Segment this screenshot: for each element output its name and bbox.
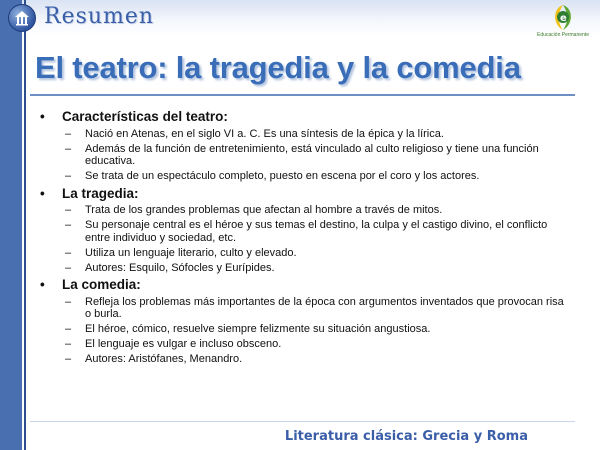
dash-icon: – <box>65 170 72 182</box>
dash-icon: – <box>65 353 72 365</box>
bullet-icon: • <box>40 185 45 201</box>
left-rail-divider <box>24 0 26 450</box>
education-logo-icon <box>532 2 594 36</box>
section-heading: • Características del teatro: <box>40 109 228 124</box>
list-item: – Además de la función de entretenimiento, está vinculado al culto religioso y tiene una función educativa. <box>65 142 539 167</box>
list-item: – Nació en Atenas, en el siglo VI a. C. Es una síntesis de la épica y la lírica. <box>65 127 444 140</box>
slide-title: El teatro: la tragedia y la comedia <box>35 50 521 85</box>
list-item: – Refleja los problemas más importantes de la época con argumentos inventados que provocan risa o burla. <box>65 295 564 320</box>
dash-icon: – <box>65 295 72 308</box>
education-logo-text: Educación Permanente <box>537 32 589 38</box>
course-title: Literatura clásica: Grecia y Roma <box>284 429 528 444</box>
list-item: – Autores: Aristófanes, Menandro. <box>65 353 243 365</box>
dash-icon: – <box>65 338 72 350</box>
dash-icon: – <box>65 219 72 231</box>
footer-divider <box>30 421 575 422</box>
bullet-icon: • <box>40 277 45 292</box>
list-item: – Utiliza un lenguaje literario, culto y elevado. <box>65 246 297 259</box>
home-icon[interactable] <box>8 4 36 32</box>
list-item: – Trata de los grandes problemas que afectan al hombre a través de mitos. <box>65 204 443 216</box>
dash-icon: – <box>65 204 72 216</box>
slide-content <box>40 106 570 366</box>
list-item: – Se trata de un espectáculo completo, puesto en escena por el coro y los actores. <box>65 170 480 182</box>
section-heading: • La tragedia: <box>40 185 139 201</box>
list-item: – El lenguaje es vulgar e incluso obsceno. <box>65 338 282 350</box>
section-tragedia <box>40 186 570 275</box>
bullet-icon: • <box>40 109 45 124</box>
title-divider <box>30 94 575 96</box>
left-rail <box>0 0 22 450</box>
section-comedia <box>40 277 570 366</box>
section-heading: • La comedia: <box>40 277 141 292</box>
dash-icon: – <box>65 323 72 335</box>
dash-icon: – <box>65 261 72 274</box>
list-item: – Su personaje central es el héroe y sus temas el destino, la culpa y el castigo divino, el conflicto entre individuo y sociedad, etc. <box>65 219 548 244</box>
dash-icon: – <box>65 246 72 259</box>
svg-text:e: e <box>560 13 567 24</box>
dash-icon: – <box>65 127 72 140</box>
section-caracteristicas <box>40 109 570 183</box>
list-item: – Autores: Esquilo, Sófocles y Eurípides. <box>65 261 275 274</box>
section-label: Resumen <box>44 4 155 29</box>
list-item: – El héroe, cómico, resuelve siempre felizmente su situación angustiosa. <box>65 323 431 335</box>
dash-icon: – <box>65 142 72 155</box>
